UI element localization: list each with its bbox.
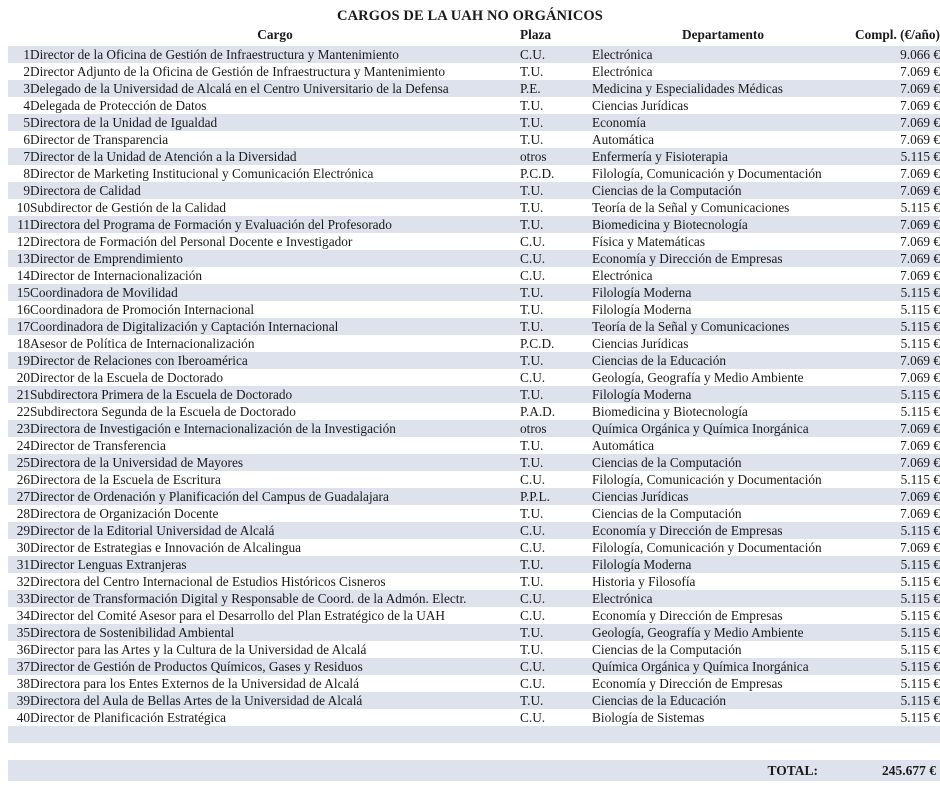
column-header-departamento: Departamento — [682, 27, 764, 42]
cell-plaza: C.U. — [520, 607, 592, 624]
table-body — [0, 46, 940, 726]
table-row — [0, 165, 940, 182]
table-row — [0, 641, 940, 658]
cell-departamento: Ciencias Jurídicas — [592, 97, 854, 114]
cell-complemento: 7.069 € — [854, 539, 940, 556]
row-index: 17 — [0, 318, 30, 335]
cell-departamento: Teoría de la Señal y Comunicaciones — [592, 199, 854, 216]
cell-plaza: T.U. — [520, 386, 592, 403]
cell-cargo: Subdirectora Primera de la Escuela de Doctorado — [30, 386, 520, 403]
cell-departamento: Ciencias de la Computación — [592, 641, 854, 658]
table-row — [0, 216, 940, 233]
cell-departamento: Electrónica — [592, 590, 854, 607]
cell-departamento: Ciencias de la Educación — [592, 352, 854, 369]
table-row — [0, 114, 940, 131]
table-row — [0, 607, 940, 624]
table-row — [0, 675, 940, 692]
cell-departamento: Física y Matemáticas — [592, 233, 854, 250]
table-row — [0, 131, 940, 148]
cell-cargo: Directora de Calidad — [30, 182, 520, 199]
cell-plaza: C.U. — [520, 658, 592, 675]
cell-departamento: Geología, Geografía y Medio Ambiente — [592, 624, 854, 641]
cell-departamento: Electrónica — [592, 46, 854, 63]
cell-complemento: 5.115 € — [854, 573, 940, 590]
row-index: 4 — [0, 97, 30, 114]
row-index: 9 — [0, 182, 30, 199]
cell-departamento: Ciencias de la Computación — [592, 454, 854, 471]
table-row — [0, 488, 940, 505]
cell-complemento: 7.069 € — [854, 114, 940, 131]
cell-cargo: Directora de la Universidad de Mayores — [30, 454, 520, 471]
cell-cargo: Director de Transparencia — [30, 131, 520, 148]
cell-complemento: 7.069 € — [854, 182, 940, 199]
total-row — [8, 760, 940, 781]
column-header-index — [0, 27, 30, 46]
cell-plaza: T.U. — [520, 284, 592, 301]
row-index: 27 — [0, 488, 30, 505]
row-index: 38 — [0, 675, 30, 692]
cell-complemento: 7.069 € — [854, 63, 940, 80]
cell-departamento: Química Orgánica y Química Inorgánica — [592, 658, 854, 675]
table-row — [0, 267, 940, 284]
cell-complemento: 5.115 € — [854, 522, 940, 539]
cell-departamento: Enfermería y Fisioterapia — [592, 148, 854, 165]
cell-departamento: Electrónica — [592, 63, 854, 80]
total-label: TOTAL: — [767, 762, 818, 778]
cell-complemento: 7.069 € — [854, 80, 940, 97]
cell-departamento: Filología Moderna — [592, 386, 854, 403]
cell-departamento: Filología, Comunicación y Documentación — [592, 165, 854, 182]
cell-complemento: 5.115 € — [854, 658, 940, 675]
cell-departamento: Biología de Sistemas — [592, 709, 854, 726]
cell-cargo: Director Lenguas Extranjeras — [30, 556, 520, 573]
table-row — [0, 386, 940, 403]
cell-cargo: Director para las Artes y la Cultura de la Universidad de Alcalá — [30, 641, 520, 658]
row-index: 34 — [0, 607, 30, 624]
row-index: 13 — [0, 250, 30, 267]
cell-cargo: Director de Estrategias e Innovación de Alcalingua — [30, 539, 520, 556]
cell-cargo: Delegado de la Universidad de Alcalá en el Centro Universitario de la Defensa — [30, 80, 520, 97]
cell-departamento: Historia y Filosofía — [592, 573, 854, 590]
cell-cargo: Directora del Centro Internacional de Estudios Históricos Cisneros — [30, 573, 520, 590]
table-row — [0, 403, 940, 420]
cell-cargo: Director del Comité Asesor para el Desarrollo del Plan Estratégico de la UAH — [30, 607, 520, 624]
cell-plaza: T.U. — [520, 573, 592, 590]
cell-plaza: T.U. — [520, 641, 592, 658]
cell-plaza: C.U. — [520, 46, 592, 63]
cell-plaza: T.U. — [520, 216, 592, 233]
cell-departamento: Filología Moderna — [592, 284, 854, 301]
cell-plaza: T.U. — [520, 352, 592, 369]
cell-cargo: Coordinadora de Movilidad — [30, 284, 520, 301]
column-header-complemento: Compl. (€/año) — [855, 27, 940, 42]
table-row — [0, 539, 940, 556]
table-bottom-band — [8, 726, 940, 743]
cell-cargo: Director de la Escuela de Doctorado — [30, 369, 520, 386]
cell-complemento: 5.115 € — [854, 556, 940, 573]
table-row — [0, 46, 940, 63]
cell-complemento: 5.115 € — [854, 590, 940, 607]
table-header-row — [0, 27, 940, 46]
cell-cargo: Director de la Editorial Universidad de Alcalá — [30, 522, 520, 539]
cell-cargo: Directora de Investigación e Internacionalización de la Investigación — [30, 420, 520, 437]
table-row — [0, 420, 940, 437]
cell-departamento: Teoría de la Señal y Comunicaciones — [592, 318, 854, 335]
cell-departamento: Economía y Dirección de Empresas — [592, 522, 854, 539]
cell-complemento: 7.069 € — [854, 165, 940, 182]
row-index: 23 — [0, 420, 30, 437]
table-row — [0, 250, 940, 267]
cell-cargo: Director de Internacionalización — [30, 267, 520, 284]
cell-cargo: Delegada de Protección de Datos — [30, 97, 520, 114]
cell-plaza: T.U. — [520, 63, 592, 80]
row-index: 30 — [0, 539, 30, 556]
row-index: 21 — [0, 386, 30, 403]
cell-departamento: Automática — [592, 131, 854, 148]
cell-complemento: 5.115 € — [854, 199, 940, 216]
cell-cargo: Director de Transformación Digital y Responsable de Coord. de la Admón. Electr. — [30, 590, 520, 607]
cell-plaza: T.U. — [520, 556, 592, 573]
cell-plaza: T.U. — [520, 692, 592, 709]
cell-departamento: Geología, Geografía y Medio Ambiente — [592, 369, 854, 386]
cell-plaza: T.U. — [520, 114, 592, 131]
row-index: 24 — [0, 437, 30, 454]
cell-departamento: Filología, Comunicación y Documentación — [592, 471, 854, 488]
column-header-cargo: Cargo — [257, 27, 293, 42]
row-index: 19 — [0, 352, 30, 369]
row-index: 40 — [0, 709, 30, 726]
cell-departamento: Medicina y Especialidades Médicas — [592, 80, 854, 97]
cell-plaza: C.U. — [520, 250, 592, 267]
cell-plaza: C.U. — [520, 590, 592, 607]
cell-departamento: Economía y Dirección de Empresas — [592, 250, 854, 267]
cell-complemento: 7.069 € — [854, 97, 940, 114]
cell-cargo: Subdirectora Segunda de la Escuela de Doctorado — [30, 403, 520, 420]
cell-departamento: Ciencias de la Educación — [592, 692, 854, 709]
cell-cargo: Directora del Aula de Bellas Artes de la Universidad de Alcalá — [30, 692, 520, 709]
row-index: 7 — [0, 148, 30, 165]
row-index: 11 — [0, 216, 30, 233]
cell-departamento: Ciencias de la Computación — [592, 182, 854, 199]
row-index: 20 — [0, 369, 30, 386]
cell-complemento: 5.115 € — [854, 318, 940, 335]
table-row — [0, 301, 940, 318]
cell-cargo: Coordinadora de Promoción Internacional — [30, 301, 520, 318]
table-row — [0, 658, 940, 675]
cell-departamento: Filología Moderna — [592, 556, 854, 573]
cargos-table — [0, 27, 940, 726]
row-index: 37 — [0, 658, 30, 675]
cell-plaza: C.U. — [520, 522, 592, 539]
table-row — [0, 233, 940, 250]
cell-cargo: Directora de la Unidad de Igualdad — [30, 114, 520, 131]
table-row — [0, 369, 940, 386]
cell-cargo: Directora de Formación del Personal Docente e Investigador — [30, 233, 520, 250]
cell-complemento: 7.069 € — [854, 250, 940, 267]
row-index: 18 — [0, 335, 30, 352]
cell-departamento: Electrónica — [592, 267, 854, 284]
cell-complemento: 5.115 € — [854, 641, 940, 658]
table-row — [0, 284, 940, 301]
cell-departamento: Ciencias Jurídicas — [592, 488, 854, 505]
cell-cargo: Directora del Programa de Formación y Evaluación del Profesorado — [30, 216, 520, 233]
row-index: 10 — [0, 199, 30, 216]
row-index: 1 — [0, 46, 30, 63]
cell-cargo: Director de Relaciones con Iberoamérica — [30, 352, 520, 369]
cell-departamento: Ciencias de la Computación — [592, 505, 854, 522]
cell-complemento: 5.115 € — [854, 675, 940, 692]
cell-departamento: Biomedicina y Biotecnología — [592, 216, 854, 233]
row-index: 33 — [0, 590, 30, 607]
table-row — [0, 318, 940, 335]
cell-complemento: 7.069 € — [854, 437, 940, 454]
row-index: 25 — [0, 454, 30, 471]
table-row — [0, 437, 940, 454]
table-row — [0, 471, 940, 488]
row-index: 12 — [0, 233, 30, 250]
cell-plaza: P.A.D. — [520, 403, 592, 420]
cell-plaza: P.E. — [520, 80, 592, 97]
row-index: 6 — [0, 131, 30, 148]
cell-departamento: Ciencias Jurídicas — [592, 335, 854, 352]
cell-complemento: 7.069 € — [854, 488, 940, 505]
page-footer-space — [0, 781, 940, 799]
table-header — [0, 27, 940, 46]
table-row — [0, 692, 940, 709]
cell-cargo: Director de Planificación Estratégica — [30, 709, 520, 726]
cell-cargo: Director de la Oficina de Gestión de Infraestructura y Mantenimiento — [30, 46, 520, 63]
cell-plaza: C.U. — [520, 369, 592, 386]
cell-complemento: 9.066 € — [854, 46, 940, 63]
cell-departamento: Economía — [592, 114, 854, 131]
cell-cargo: Director de la Unidad de Atención a la Diversidad — [30, 148, 520, 165]
cell-plaza: otros — [520, 148, 592, 165]
table-row — [0, 199, 940, 216]
table-row — [0, 454, 940, 471]
table-row — [0, 709, 940, 726]
cell-complemento: 5.115 € — [854, 709, 940, 726]
table-row — [0, 182, 940, 199]
row-index: 35 — [0, 624, 30, 641]
cell-cargo: Director de Emprendimiento — [30, 250, 520, 267]
cell-plaza: C.U. — [520, 675, 592, 692]
row-index: 3 — [0, 80, 30, 97]
row-index: 2 — [0, 63, 30, 80]
cell-plaza: C.U. — [520, 267, 592, 284]
cell-departamento: Economía y Dirección de Empresas — [592, 675, 854, 692]
cell-plaza: C.U. — [520, 471, 592, 488]
row-index: 31 — [0, 556, 30, 573]
table-row — [0, 335, 940, 352]
row-index: 39 — [0, 692, 30, 709]
cell-plaza: T.U. — [520, 318, 592, 335]
cell-plaza: T.U. — [520, 97, 592, 114]
cell-plaza: T.U. — [520, 182, 592, 199]
cell-plaza: P.C.D. — [520, 165, 592, 182]
cell-complemento: 7.069 € — [854, 369, 940, 386]
cell-departamento: Economía y Dirección de Empresas — [592, 607, 854, 624]
row-index: 29 — [0, 522, 30, 539]
total-value: 245.677 € — [882, 762, 936, 778]
table-row — [0, 148, 940, 165]
cell-cargo: Director de Marketing Institucional y Comunicación Electrónica — [30, 165, 520, 182]
cell-cargo: Directora de Sostenibilidad Ambiental — [30, 624, 520, 641]
cell-complemento: 7.069 € — [854, 352, 940, 369]
cell-plaza: T.U. — [520, 131, 592, 148]
table-row — [0, 556, 940, 573]
table-row — [0, 505, 940, 522]
cell-plaza: T.U. — [520, 199, 592, 216]
cell-cargo: Directora para los Entes Externos de la Universidad de Alcalá — [30, 675, 520, 692]
table-bottom-gap — [0, 743, 940, 760]
cell-complemento: 5.115 € — [854, 403, 940, 420]
row-index: 5 — [0, 114, 30, 131]
cell-complemento: 5.115 € — [854, 301, 940, 318]
table-row — [0, 573, 940, 590]
table-row — [0, 352, 940, 369]
cell-departamento: Química Orgánica y Química Inorgánica — [592, 420, 854, 437]
cell-plaza: T.U. — [520, 454, 592, 471]
cell-departamento: Filología Moderna — [592, 301, 854, 318]
page-title: CARGOS DE LA UAH NO ORGÁNICOS — [337, 8, 603, 24]
cell-cargo: Directora de Organización Docente — [30, 505, 520, 522]
row-index: 26 — [0, 471, 30, 488]
row-index: 28 — [0, 505, 30, 522]
cell-complemento: 7.069 € — [854, 420, 940, 437]
row-index: 15 — [0, 284, 30, 301]
cell-plaza: C.U. — [520, 709, 592, 726]
cell-plaza: C.U. — [520, 539, 592, 556]
cell-cargo: Subdirector de Gestión de la Calidad — [30, 199, 520, 216]
cell-plaza: T.U. — [520, 301, 592, 318]
cell-complemento: 7.069 € — [854, 505, 940, 522]
cell-complemento: 7.069 € — [854, 454, 940, 471]
cell-complemento: 5.115 € — [854, 471, 940, 488]
cell-complemento: 7.069 € — [854, 131, 940, 148]
cell-cargo: Coordinadora de Digitalización y Captación Internacional — [30, 318, 520, 335]
table-row — [0, 97, 940, 114]
row-index: 22 — [0, 403, 30, 420]
cell-departamento: Automática — [592, 437, 854, 454]
row-index: 8 — [0, 165, 30, 182]
row-index: 32 — [0, 573, 30, 590]
row-index: 36 — [0, 641, 30, 658]
table-row — [0, 63, 940, 80]
table-row — [0, 522, 940, 539]
cell-cargo: Director de Ordenación y Planificación del Campus de Guadalajara — [30, 488, 520, 505]
cell-complemento: 5.115 € — [854, 335, 940, 352]
cell-plaza: T.U. — [520, 437, 592, 454]
cell-complemento: 5.115 € — [854, 692, 940, 709]
column-header-plaza: Plaza — [520, 27, 552, 42]
cell-plaza: T.U. — [520, 505, 592, 522]
cell-plaza: P.C.D. — [520, 335, 592, 352]
cell-plaza: otros — [520, 420, 592, 437]
cell-complemento: 5.115 € — [854, 386, 940, 403]
table-row — [0, 624, 940, 641]
cell-complemento: 7.069 € — [854, 216, 940, 233]
cell-plaza: T.U. — [520, 624, 592, 641]
table-row — [0, 80, 940, 97]
cell-departamento: Biomedicina y Biotecnología — [592, 403, 854, 420]
cell-plaza: P.P.L. — [520, 488, 592, 505]
cell-complemento: 5.115 € — [854, 148, 940, 165]
cell-complemento: 5.115 € — [854, 607, 940, 624]
cell-cargo: Director Adjunto de la Oficina de Gestión de Infraestructura y Mantenimiento — [30, 63, 520, 80]
row-index: 14 — [0, 267, 30, 284]
cell-complemento: 7.069 € — [854, 233, 940, 250]
row-index: 16 — [0, 301, 30, 318]
cell-plaza: C.U. — [520, 233, 592, 250]
cell-complemento: 7.069 € — [854, 267, 940, 284]
cell-cargo: Director de Gestión de Productos Químicos, Gases y Residuos — [30, 658, 520, 675]
cell-cargo: Directora de la Escuela de Escritura — [30, 471, 520, 488]
table-row — [0, 590, 940, 607]
cell-complemento: 5.115 € — [854, 624, 940, 641]
cell-cargo: Asesor de Política de Internacionalización — [30, 335, 520, 352]
cell-departamento: Filología, Comunicación y Documentación — [592, 539, 854, 556]
cell-cargo: Director de Transferencia — [30, 437, 520, 454]
cell-complemento: 5.115 € — [854, 284, 940, 301]
